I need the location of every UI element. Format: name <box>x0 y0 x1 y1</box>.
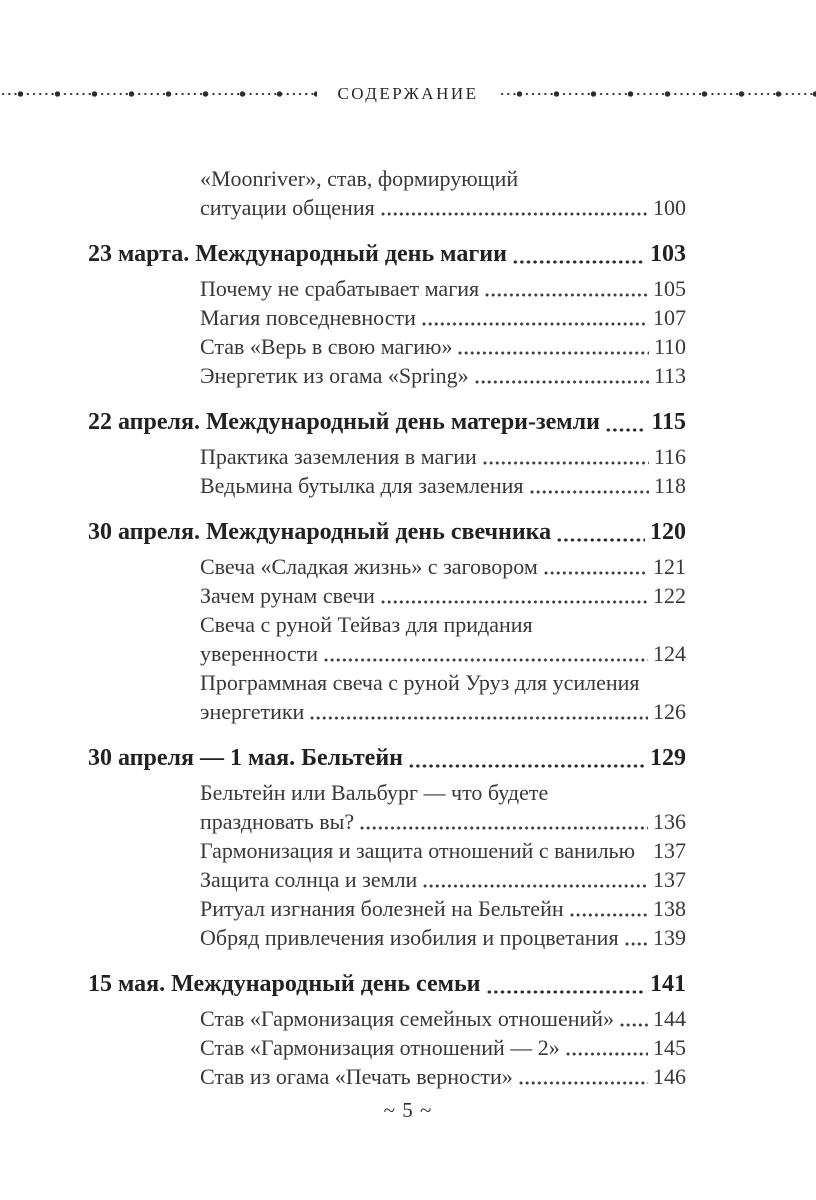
toc-entry-page-number: 146 <box>653 1064 686 1089</box>
toc-entry-page-number: 129 <box>650 745 686 771</box>
toc-row <box>88 697 686 726</box>
toc-entry-page-number: 124 <box>653 641 686 666</box>
toc-entry-title: Бельтейн или Вальбург — что будете <box>200 780 549 805</box>
toc-row <box>88 238 686 271</box>
toc-entry-title: Зачем рунам свечи <box>200 583 375 608</box>
dot-leader <box>564 1033 648 1062</box>
toc-row <box>88 836 686 865</box>
toc-entry-page-number: 141 <box>650 971 686 997</box>
toc-entry-title: энергетики <box>200 699 305 724</box>
toc-row <box>88 581 686 610</box>
toc-entry-page-number: 137 <box>653 838 686 863</box>
toc-row <box>88 274 686 303</box>
toc-entry-title: Став «Гармонизация семейных отношений» <box>200 1006 615 1031</box>
toc-row <box>88 968 686 1001</box>
toc-entry-page-number: 139 <box>653 925 686 950</box>
dot-leader <box>473 361 649 390</box>
toc-entry-title: 15 мая. Международный день семьи <box>88 971 481 997</box>
dot-leader <box>481 442 649 471</box>
toc-entry-page-number: 120 <box>650 519 686 545</box>
dot-leader <box>456 332 648 361</box>
toc-row <box>88 471 686 500</box>
toc-row <box>88 742 686 775</box>
toc-entry-page-number: 122 <box>653 583 686 608</box>
toc-entry-page-number: 115 <box>651 409 686 435</box>
toc-entry-page-number: 107 <box>653 305 686 330</box>
toc-entry-page-number: 126 <box>653 699 686 724</box>
toc-entry-title: 22 апреля. Международный день матери-земли <box>88 409 600 435</box>
dot-leader <box>517 1062 648 1091</box>
toc-row <box>88 332 686 361</box>
toc-entry-title: Энергетик из огама «Spring» <box>200 363 469 388</box>
toc-entry-title: Магия повседневности <box>200 305 416 330</box>
toc-entry-page-number: 145 <box>653 1035 686 1060</box>
toc-entry-title: Свеча «Сладкая жизнь» с заговором <box>200 554 538 579</box>
toc-row <box>88 1004 686 1033</box>
toc-entry-page-number: 137 <box>653 867 686 892</box>
toc-entry-title: Обряд привлечения изобилия и процветания <box>200 925 619 950</box>
toc-entry-title: Гармонизация и защита отношений с ванилью <box>200 838 636 863</box>
dot-leader <box>485 968 646 1001</box>
toc-row <box>88 865 686 894</box>
toc-row <box>88 516 686 549</box>
dot-leader <box>421 865 648 894</box>
toc-row <box>88 1033 686 1062</box>
dot-leader <box>379 193 648 222</box>
dotted-ornament-left <box>0 87 317 101</box>
toc-row <box>88 778 686 807</box>
dot-leader <box>635 836 653 865</box>
toc-entry-title: «Moonriver», став, формирующий <box>200 166 519 191</box>
toc-row <box>88 639 686 668</box>
toc-entry-title: 23 марта. Международный день магии <box>88 241 507 267</box>
dot-leader <box>542 552 648 581</box>
toc-entry-title: уверенности <box>200 641 319 666</box>
toc-entry-title: Программная свеча с руной Уруз для усиления <box>200 670 640 695</box>
dot-leader <box>604 406 646 439</box>
toc-entry-title: 30 апреля. Международный день свечника <box>88 519 552 545</box>
dot-leader <box>420 303 648 332</box>
toc-entry-title: 30 апреля — 1 мая. Бельтейн <box>88 745 403 771</box>
toc-row <box>88 610 686 639</box>
toc-entry-page-number: 118 <box>653 473 686 498</box>
toc-entry-title: Ритуал изгнания болезней на Бельтейн <box>200 896 564 921</box>
toc-row <box>88 193 686 222</box>
dot-leader <box>407 742 645 775</box>
toc-entry-page-number: 144 <box>653 1006 686 1031</box>
dot-leader <box>618 1004 648 1033</box>
dot-leader <box>483 274 648 303</box>
dot-leader <box>511 238 645 271</box>
toc-entry-title: Став из огама «Печать верности» <box>200 1064 513 1089</box>
toc-entry-page-number: 116 <box>653 444 686 469</box>
toc-entry-title: Свеча с руной Тейваз для придания <box>200 612 533 637</box>
page-number: ~ 5 ~ <box>383 1098 433 1122</box>
dot-leader <box>379 581 648 610</box>
toc-entry-page-number: 100 <box>653 195 686 220</box>
toc-row <box>88 442 686 471</box>
toc-row <box>88 406 686 439</box>
toc-entry-page-number: 136 <box>653 809 686 834</box>
toc-entry-page-number: 110 <box>653 334 686 359</box>
toc-row <box>88 164 686 193</box>
toc-entry-title: Став «Гармонизация отношений — 2» <box>200 1035 560 1060</box>
contents-header <box>0 0 816 104</box>
dot-leader <box>555 516 645 549</box>
toc-entry-title: Практика заземления в магии <box>200 444 477 469</box>
dot-leader <box>623 923 648 952</box>
toc-entry-title: ситуации общения <box>200 195 375 220</box>
dot-leader <box>528 471 649 500</box>
toc-entry-title: праздновать вы? <box>200 809 355 834</box>
dot-leader <box>358 807 648 836</box>
toc-row <box>88 361 686 390</box>
dot-leader <box>322 639 648 668</box>
toc-entry-page-number: 121 <box>653 554 686 579</box>
toc-row <box>88 668 686 697</box>
toc-entry-page-number: 113 <box>653 363 686 388</box>
toc-entry-title: Почему не срабатывает магия <box>200 276 480 301</box>
toc-entry-title: Защита солнца и земли <box>200 867 418 892</box>
toc-entry-title: Ведьмина бутылка для заземления <box>200 473 524 498</box>
page-title: СОДЕРЖАНИЕ <box>337 84 479 103</box>
toc-row <box>88 894 686 923</box>
toc-entry-title: Став «Верь в свою магию» <box>200 334 453 359</box>
toc-entry-page-number: 105 <box>653 276 686 301</box>
toc-list <box>88 164 686 1091</box>
toc-row <box>88 923 686 952</box>
toc-row <box>88 807 686 836</box>
toc-row <box>88 552 686 581</box>
dot-leader <box>568 894 648 923</box>
toc-entry-page-number: 103 <box>650 241 686 267</box>
toc-row <box>88 303 686 332</box>
dot-leader <box>308 697 648 726</box>
dotted-ornament-right <box>499 87 816 101</box>
toc-entry-page-number: 138 <box>653 896 686 921</box>
toc-row <box>88 1062 686 1091</box>
